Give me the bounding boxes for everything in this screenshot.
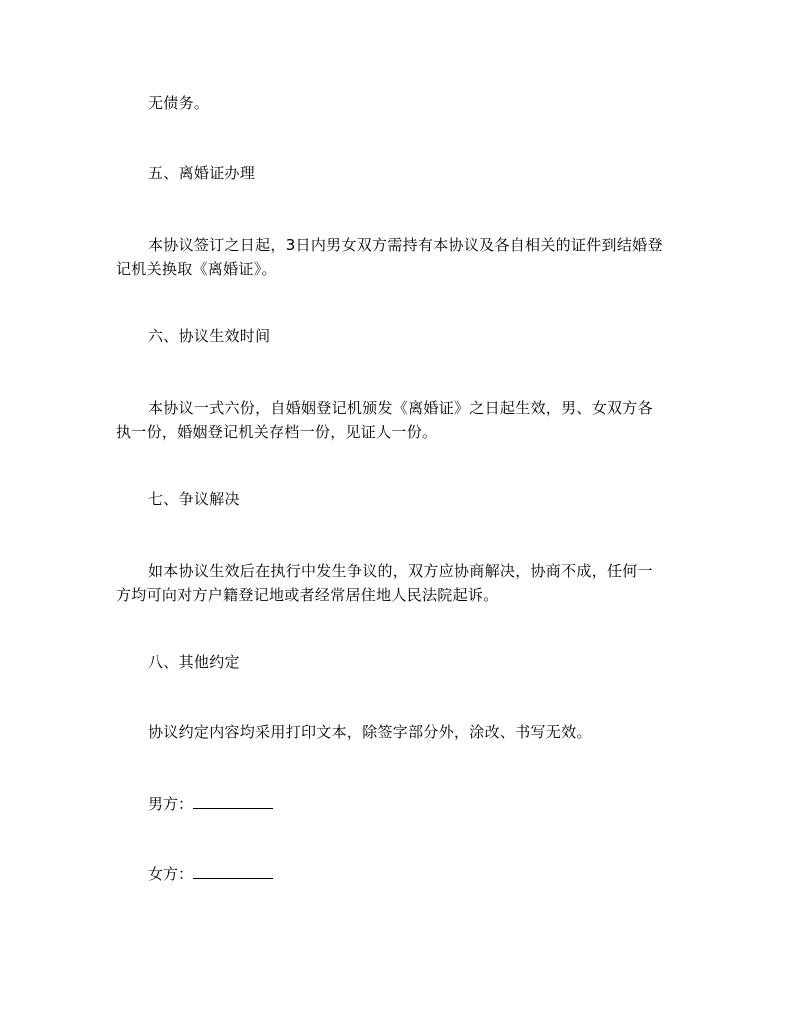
section-6-body-line-2: 执一份，婚姻登记机关存档一份，见证人一份。: [116, 423, 438, 441]
male-signature-label: 男方：: [148, 795, 194, 813]
section-heading-8: 八、其他约定: [148, 653, 240, 671]
section-7-body-line-1: 如本协议生效后在执行中发生争议的，双方应协商解决，协商不成，任何一: [148, 562, 653, 580]
section-6-body-line-1: 本协议一式六份，自婚姻登记机颁发《离婚证》之日起生效，男、女双方各: [148, 399, 653, 417]
paragraph-debt-end: 无债务。: [148, 94, 210, 112]
male-signature-line[interactable]: [193, 792, 273, 809]
section-heading-5: 五、离婚证办理: [148, 164, 256, 182]
section-7-body-line-2: 方均可向对方户籍登记地或者经常居住地人民法院起诉。: [116, 586, 499, 604]
female-signature-row: [148, 862, 273, 885]
section-8-body-line-1: 协议约定内容均采用打印文本，除签字部分外，涂改、书写无效。: [148, 723, 592, 741]
section-5-body-line-2: 记机关换取《离婚证》。: [116, 260, 277, 278]
section-heading-6: 六、协议生效时间: [148, 327, 271, 345]
section-heading-7: 七、争议解决: [148, 490, 240, 508]
female-signature-line[interactable]: [193, 862, 273, 879]
section-5-body-line-1: 本协议签订之日起，3日内男女双方需持有本协议及各自相关的证件到结婚登: [148, 236, 663, 254]
male-signature-row: [148, 792, 273, 815]
female-signature-label: 女方：: [148, 865, 194, 883]
